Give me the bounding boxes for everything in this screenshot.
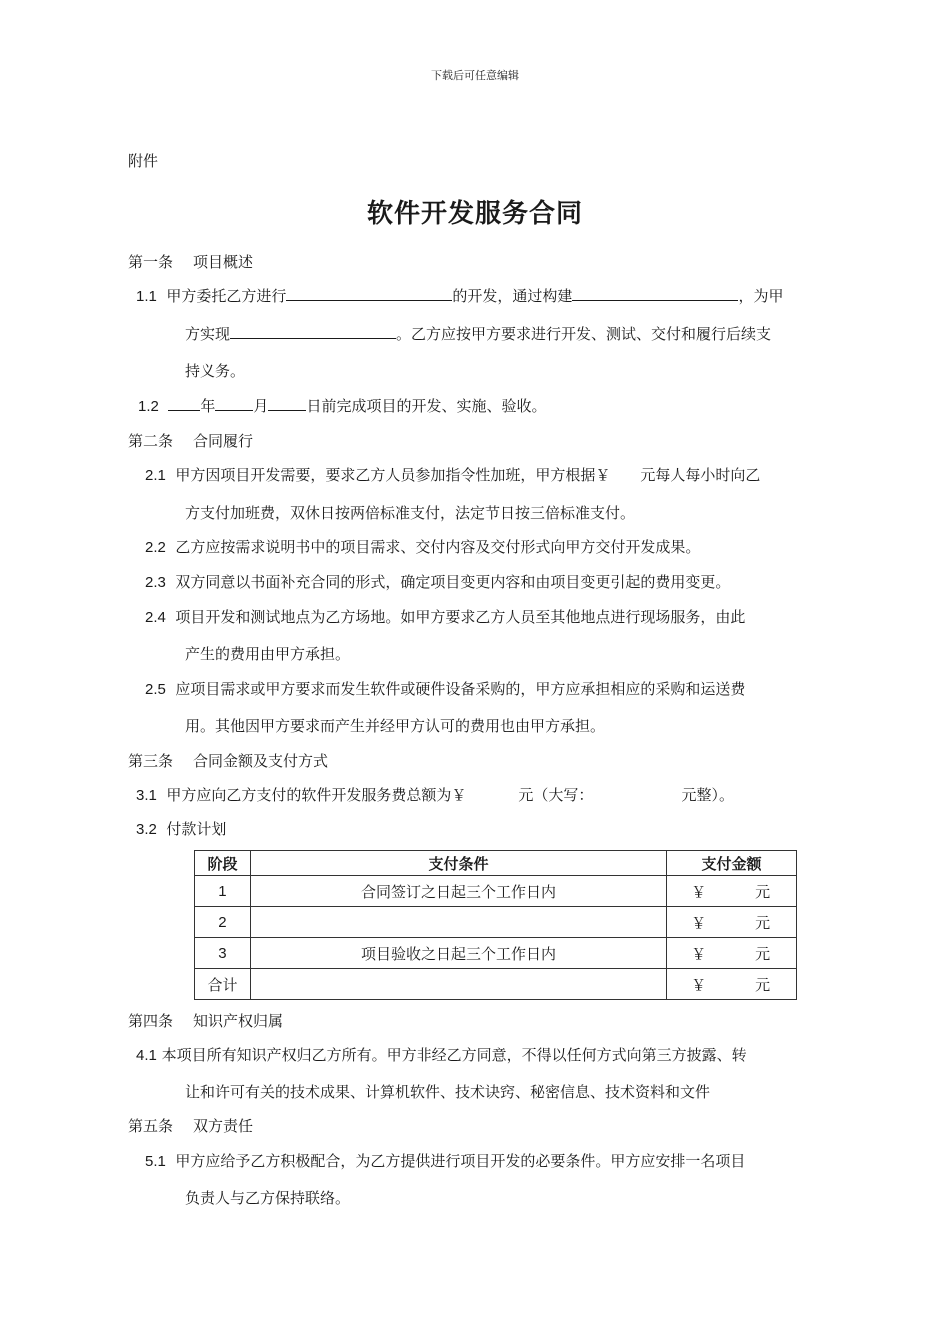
clause-2-1: 2.1 甲方因项目开发需要，要求乙方人员参加指令性加班，甲方根据￥ 元每人每小时向乙 — [145, 466, 761, 484]
clause-3-2: 3.2 付款计划 — [136, 820, 227, 838]
article-4-heading: 第四条 知识产权归属 — [128, 1012, 284, 1030]
article-3-heading: 第三条 合同金额及支付方式 — [128, 752, 329, 770]
blank-line — [268, 396, 306, 411]
payment-plan-table — [194, 850, 797, 1000]
amount-cell: ￥ 元 — [667, 938, 797, 969]
stage-cell: 合计 — [195, 969, 251, 1000]
clause-4-1: 4.1 本项目所有知识产权归乙方所有。甲方非经乙方同意，不得以任何方式向第三方披露、转 — [136, 1046, 747, 1064]
document-title: 软件开发服务合同 — [366, 199, 583, 229]
column-header: 支付金额 — [667, 851, 797, 876]
condition-cell: 项目验收之日起三个工作日内 — [250, 938, 666, 969]
table-row — [195, 938, 797, 969]
blank-line — [168, 396, 200, 411]
attachment-label: 附件 — [128, 152, 159, 170]
clause-1-2: 1.2 年 月 日前完成项目的开发、实施、验收。 — [138, 397, 547, 415]
amount-cell: ￥ 元 — [667, 969, 797, 1000]
stage-cell: 3 — [195, 938, 251, 969]
amount-cell: ￥ 元 — [667, 876, 797, 907]
article-2-heading: 第二条 合同履行 — [128, 432, 254, 450]
article-title: 项目概述 — [193, 253, 254, 271]
clause-2-3: 2.3 双方同意以书面补充合同的形式，确定项目变更内容和由项目变更引起的费用变更。 — [145, 573, 731, 591]
article-5-heading: 第五条 双方责任 — [128, 1117, 254, 1135]
condition-cell — [250, 969, 666, 1000]
stage-cell: 1 — [195, 876, 251, 907]
blank-line — [215, 396, 253, 411]
blank-line — [230, 324, 396, 339]
clause-4-1-cont: 让和许可有关的技术成果、计算机软件、技术诀窍、秘密信息、技术资料和文件 — [185, 1083, 711, 1101]
clause-3-1: 3.1 甲方应向乙方支付的软件开发服务费总额为￥ 元（大写： 元整）。 — [136, 786, 734, 804]
clause-2-5-cont: 用。其他因甲方要求而产生并经甲方认可的费用也由甲方承担。 — [185, 717, 606, 735]
condition-cell: 合同签订之日起三个工作日内 — [250, 876, 666, 907]
stage-cell: 2 — [195, 907, 251, 938]
column-header: 阶段 — [195, 851, 251, 876]
condition-cell — [250, 907, 666, 938]
clause-2-4: 2.4 项目开发和测试地点为乙方场地。如甲方要求乙方人员至其他地点进行现场服务，由此 — [145, 608, 746, 626]
clause-5-1-cont: 负责人与乙方保持联络。 — [185, 1189, 351, 1207]
clause-2-1-cont: 方支付加班费，双休日按两倍标准支付，法定节日按三倍标准支付。 — [185, 504, 636, 522]
column-header: 支付条件 — [250, 851, 666, 876]
article-number: 第一条 — [128, 253, 174, 271]
article-1-heading — [128, 251, 253, 272]
clause-1-1-end: 持义务。 — [185, 362, 246, 380]
table-row — [195, 907, 797, 938]
blank-line — [286, 286, 452, 301]
table-header-row — [195, 851, 797, 876]
clause-2-2: 2.2 乙方应按需求说明书中的项目需求、交付内容及交付形式向甲方交付开发成果。 — [145, 538, 701, 556]
clause-2-5: 2.5 应项目需求或甲方要求而发生软件或硬件设备采购的，甲方应承担相应的采购和运送费 — [145, 680, 746, 698]
header-note: 下载后可任意编辑 — [431, 69, 519, 82]
clause-5-1: 5.1 甲方应给予乙方积极配合，为乙方提供进行项目开发的必要条件。甲方应安排一名项目 — [145, 1152, 746, 1170]
clause-2-4-cont: 产生的费用由甲方承担。 — [185, 645, 351, 663]
table-row — [195, 969, 797, 1000]
amount-cell: ￥ 元 — [667, 907, 797, 938]
blank-line — [572, 286, 738, 301]
table-row — [195, 876, 797, 907]
clause-1-1-cont: 方实现 。乙方应按甲方要求进行开发、测试、交付和履行后续支 — [185, 325, 772, 343]
clause-1-1: 1.1 甲方委托乙方进行 的开发，通过构建 ，为甲 — [136, 287, 784, 305]
